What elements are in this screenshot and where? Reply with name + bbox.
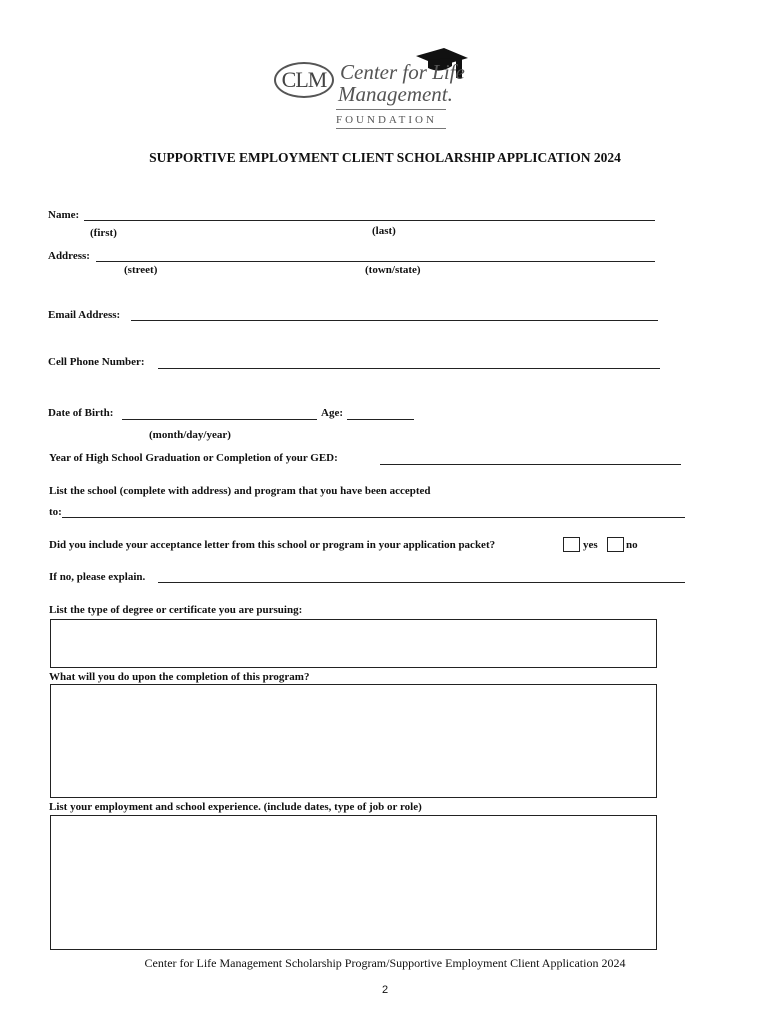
address-label: Address: (48, 250, 90, 262)
address-town-hint: (town/state) (365, 264, 421, 276)
age-label: Age: (321, 407, 343, 419)
form-title: SUPPORTIVE EMPLOYMENT CLIENT SCHOLARSHIP APPLICATION 2024 (149, 150, 621, 165)
logo-rule (336, 128, 446, 129)
phone-input-line[interactable] (158, 368, 660, 369)
school-to-label: to: (49, 506, 62, 518)
degree-textbox[interactable] (50, 619, 657, 668)
graduation-input-line[interactable] (380, 464, 681, 465)
name-label: Name: (48, 209, 80, 221)
footer-text: Center for Life Management Scholarship Program/Supportive Employment Client Application 2024 (144, 956, 626, 970)
logo-text-line1: Center for Life (340, 60, 465, 84)
dob-input-line[interactable] (122, 419, 317, 420)
name-first-hint: (first) (90, 227, 117, 239)
experience-label: List your employment and school experience. (include dates, type of job or role) (49, 801, 422, 813)
name-last-hint: (last) (372, 225, 396, 237)
phone-label: Cell Phone Number: (48, 356, 145, 368)
yes-label: yes (583, 539, 598, 551)
address-street-hint: (street) (124, 264, 158, 276)
explain-label: If no, please explain. (49, 571, 146, 583)
logo-foundation: FOUNDATION (336, 114, 437, 126)
email-label: Email Address: (48, 309, 121, 321)
address-input-line[interactable] (96, 261, 655, 262)
completion-label: What will you do upon the completion of this program? (49, 671, 310, 683)
name-input-line[interactable] (84, 220, 655, 221)
experience-textbox[interactable] (50, 815, 657, 950)
page-number: 2 (381, 984, 389, 996)
no-checkbox[interactable] (607, 537, 624, 552)
logo-rule (336, 109, 446, 110)
acceptance-question: Did you include your acceptance letter from this school or program in your application packet? (49, 539, 496, 551)
school-label: List the school (complete with address) and program that you have been accepted (49, 485, 431, 497)
graduation-label: Year of High School Graduation or Completion of your GED: (49, 452, 338, 464)
dob-label: Date of Birth: (48, 407, 114, 419)
school-input-line[interactable] (62, 517, 685, 518)
logo-mark: CLM (274, 62, 334, 98)
logo-text-line2: Management. (338, 82, 453, 106)
age-input-line[interactable] (347, 419, 414, 420)
degree-label: List the type of degree or certificate you are pursuing: (49, 604, 303, 616)
completion-textbox[interactable] (50, 684, 657, 798)
email-input-line[interactable] (131, 320, 658, 321)
yes-checkbox[interactable] (563, 537, 580, 552)
explain-input-line[interactable] (158, 582, 685, 583)
dob-hint: (month/day/year) (149, 429, 231, 441)
no-label: no (626, 539, 638, 551)
